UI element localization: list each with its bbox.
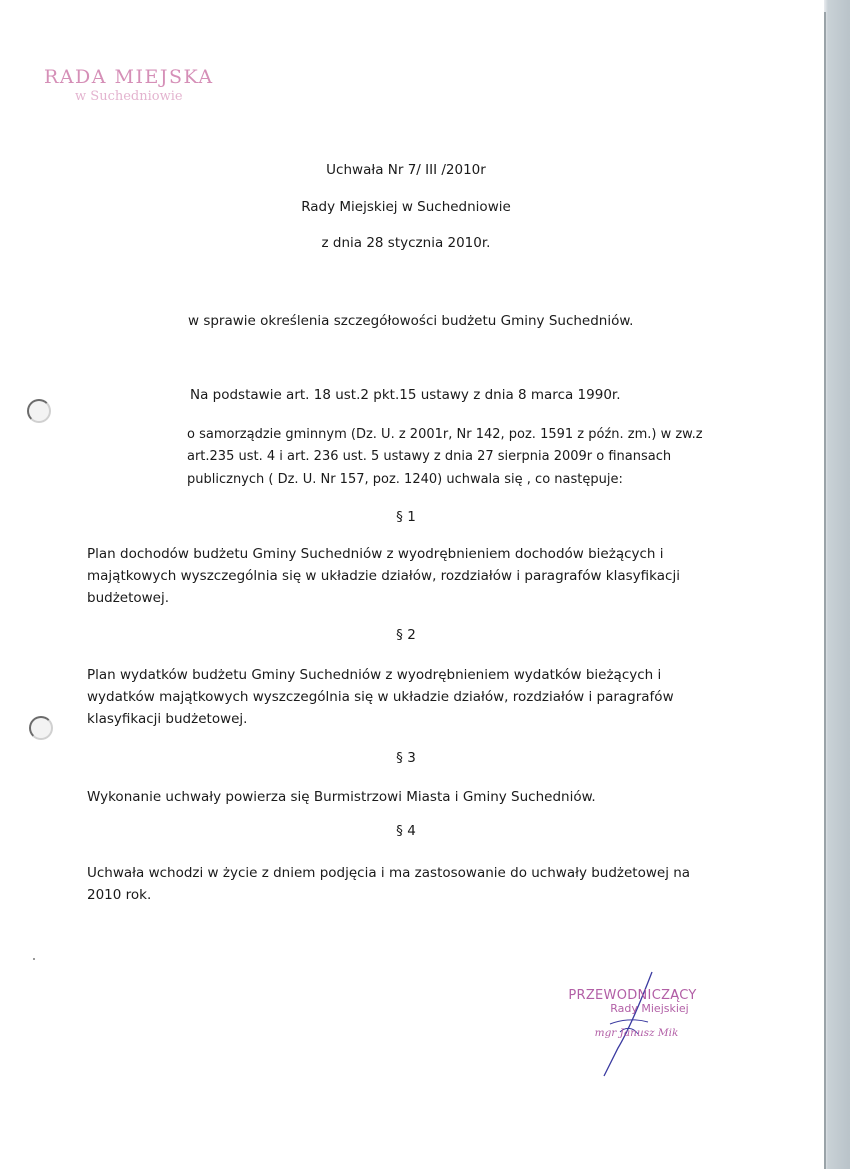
legal-basis-line-4: publicznych ( Dz. U. Nr 157, poz. 1240) uchwala się , co następuje:: [187, 472, 623, 487]
chairman-stamp: [560, 988, 705, 1039]
section-4-line-2: 2010 rok.: [87, 887, 152, 903]
stamp-line-1: RADA MIEJSKA: [44, 66, 214, 88]
section-1-line-2: majątkowych wyszczególnia się w układzie działów, rozdziałów i paragrafów klasyfikacji: [87, 568, 680, 584]
resolution-title: Uchwała Nr 7/ III /2010r: [326, 162, 486, 178]
section-3-heading: § 3: [396, 750, 416, 766]
section-1-heading: § 1: [396, 509, 416, 525]
punch-hole-bottom: [29, 716, 53, 740]
legal-basis-line-1: Na podstawie art. 18 ust.2 pkt.15 ustawy z dnia 8 marca 1990r.: [190, 387, 621, 403]
legal-basis-line-2: o samorządzie gminnym (Dz. U. z 2001r, Nr 142, poz. 1591 z późn. zm.) w zw.z: [187, 427, 703, 442]
chairman-name: mgr Janusz Mik: [594, 1027, 679, 1039]
resolution-body: Rady Miejskiej w Suchedniowie: [301, 199, 511, 215]
scan-edge: [824, 0, 850, 1169]
legal-basis-line-3: art.235 ust. 4 i art. 236 ust. 5 ustawy z dnia 27 sierpnia 2009r o finansach: [187, 449, 672, 464]
section-1-text: [87, 543, 680, 609]
scan-edge-line: [824, 12, 826, 1169]
scan-speck: [33, 958, 35, 960]
resolution-subject: w sprawie określenia szczegółowości budżetu Gminy Suchedniów.: [188, 313, 634, 329]
section-2-line-3: klasyfikacji budżetowej.: [87, 711, 248, 727]
chairman-title: PRZEWODNICZĄCY: [568, 988, 697, 1003]
section-4-text: [87, 862, 690, 906]
section-2-text: [87, 664, 674, 730]
section-2-heading: § 2: [396, 627, 416, 643]
section-3-line-1: Wykonanie uchwały powierza się Burmistrzowi Miasta i Gminy Suchedniów.: [87, 789, 596, 805]
punch-hole-top: [27, 399, 51, 423]
council-stamp: [44, 66, 214, 104]
section-2-line-2: wydatków majątkowych wyszczególnia się w układzie działów, rozdziałów i paragrafów: [87, 689, 674, 705]
resolution-date: z dnia 28 stycznia 2010r.: [321, 235, 491, 251]
section-2-line-1: Plan wydatków budżetu Gminy Suchedniów z wyodrębnieniem wydatków bieżących i: [87, 667, 662, 683]
section-4-line-1: Uchwała wchodzi w życie z dniem podjęcia i ma zastosowanie do uchwały budżetowej na: [87, 865, 691, 881]
section-1-line-3: budżetowej.: [87, 590, 170, 606]
section-4-heading: § 4: [396, 823, 416, 839]
chairman-council: Rady Miejskiej: [610, 1002, 689, 1015]
section-3-text: [87, 786, 596, 808]
section-1-line-1: Plan dochodów budżetu Gminy Suchedniów z wyodrębnieniem dochodów bieżących i: [87, 546, 664, 562]
stamp-line-2: w Suchedniowie: [75, 89, 183, 104]
